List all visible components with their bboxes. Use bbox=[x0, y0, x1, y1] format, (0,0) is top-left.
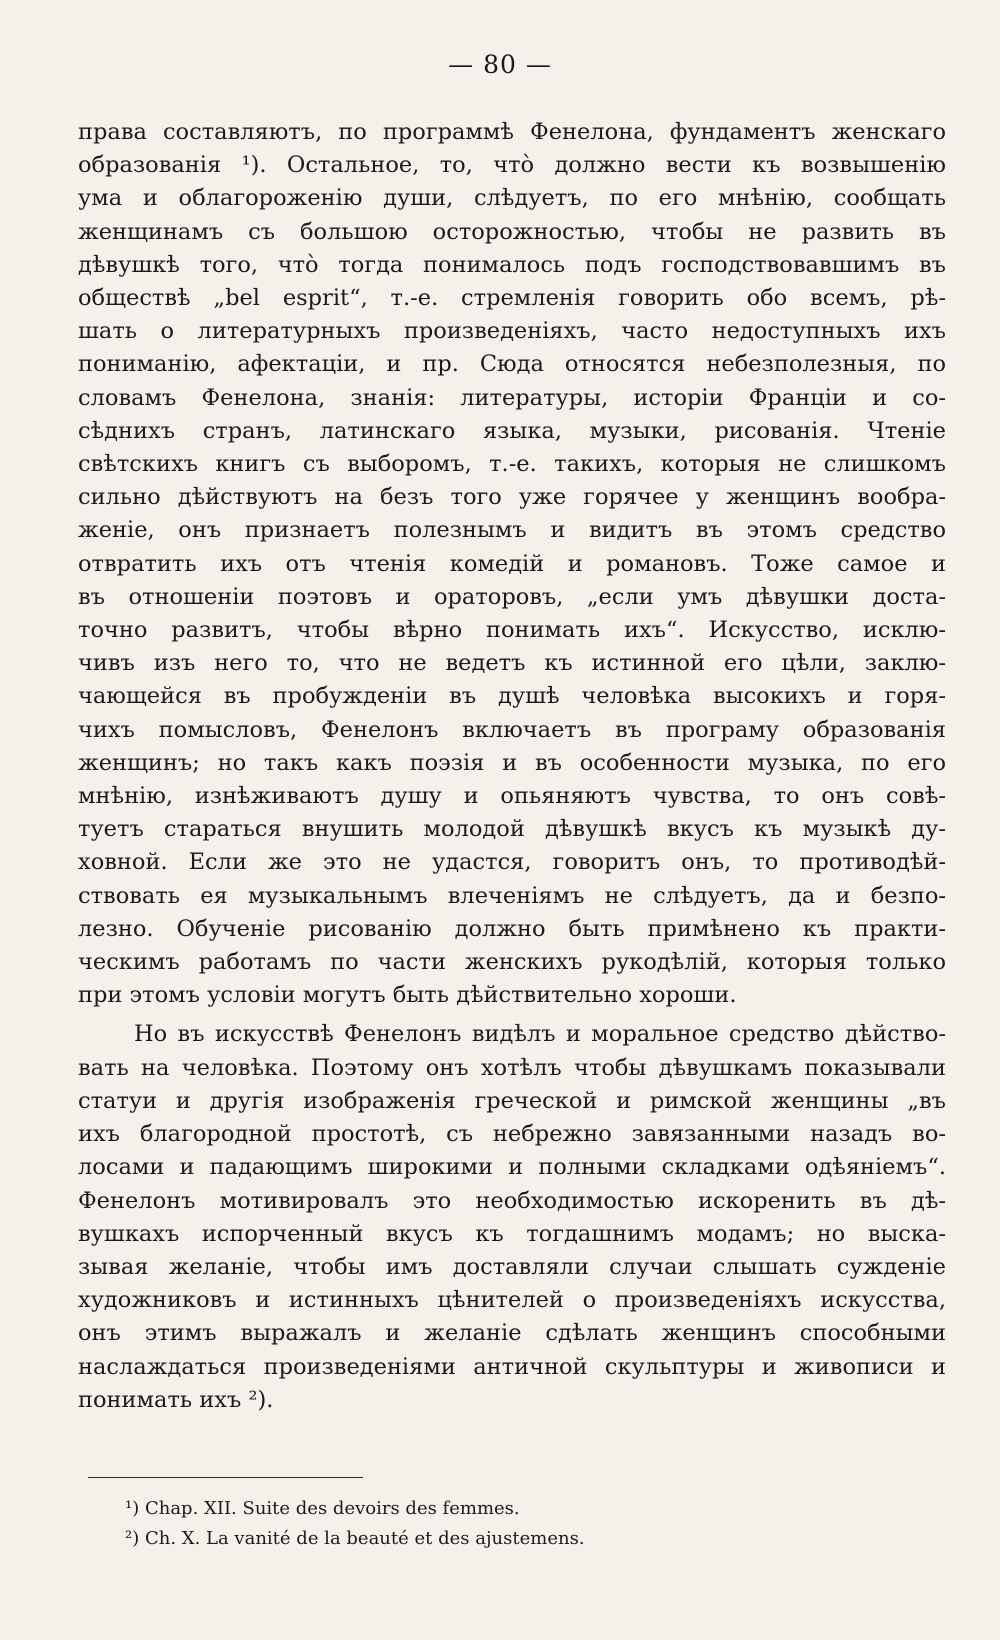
text-line: при этомъ условіи могутъ быть дѣйствительно хороши. bbox=[78, 982, 737, 1009]
text-line: ствовать ея музыкальнымъ влеченіямъ не слѣдуетъ, да и безпо- bbox=[78, 882, 946, 909]
text-line: свѣтскихъ книгъ съ выборомъ, т.-е. такихъ, которыя не слишкомъ bbox=[78, 451, 946, 478]
text-line: шать о литературныхъ произведеніяхъ, часто недоступныхъ ихъ bbox=[78, 318, 946, 345]
text-line: статуи и другія изображенія греческой и римской женщины „въ bbox=[78, 1087, 946, 1114]
text-line: женщинъ; но такъ какъ поэзія и въ особенности музыка, по его bbox=[78, 749, 946, 776]
text-line: лезно. Обученіе рисованію должно быть примѣнено къ практи- bbox=[78, 915, 946, 942]
text-line: чивъ изъ него то, что не ведетъ къ истинной его цѣли, заклю- bbox=[78, 650, 946, 677]
text-line: чающейся въ пробужденіи въ душѣ человѣка высокихъ и горя- bbox=[78, 683, 946, 710]
text-line: отвратить ихъ отъ чтенія комедій и романовъ. Тоже самое и bbox=[78, 550, 946, 577]
text-line: туетъ стараться внушить молодой дѣвушкѣ вкусъ къ музыкѣ ду- bbox=[78, 816, 946, 843]
text-line: вушкахъ испорченный вкусъ къ тогдашнимъ модамъ; но выска- bbox=[78, 1220, 946, 1247]
footnote-divider bbox=[88, 1477, 363, 1478]
text-line: чихъ помысловъ, Фенелонъ включаетъ въ програму образованія bbox=[78, 716, 946, 743]
text-line: зывая желаніе, чтобы имъ доставляли случаи слышать сужденіе bbox=[78, 1253, 946, 1280]
text-line: пониманію, афектаціи, и пр. Сюда относятся небезполезныя, по bbox=[78, 351, 946, 378]
text-line: Но въ искусствѣ Фенелонъ видѣлъ и моральное средство дѣйство- bbox=[134, 1021, 946, 1048]
text-line: наслаждаться произведеніями античной скульптуры и живописи и bbox=[78, 1353, 946, 1380]
text-line: понимать ихъ ²). bbox=[78, 1386, 274, 1413]
text-line: вать на человѣка. Поэтому онъ хотѣлъ чтобы дѣвушкамъ показывали bbox=[78, 1054, 946, 1081]
text-line: въ отношеніи поэтовъ и ораторовъ, „если умъ дѣвушки доста- bbox=[78, 583, 946, 610]
footnotes bbox=[125, 1494, 585, 1554]
page-number: — 80 — bbox=[448, 50, 552, 79]
text-line: ума и облагороженію души, слѣдуетъ, по его мнѣнію, сообщать bbox=[78, 185, 946, 212]
text-line: ихъ благородной простотѣ, съ небрежно завязанными назадъ во- bbox=[78, 1121, 946, 1148]
paragraph-2 bbox=[78, 1018, 946, 1416]
text-line: женщинамъ съ большою осторожностью, чтобы не развить въ bbox=[78, 218, 946, 245]
text-line: ческимъ работамъ по части женскихъ рукодѣлій, которыя только bbox=[78, 949, 946, 976]
footnote-2: ²) Ch. X. La vanité de la beauté et des ajustemens. bbox=[125, 1528, 585, 1549]
text-line: точно развитъ, чтобы вѣрно понимать ихъ“. Искусство, исклю- bbox=[78, 617, 946, 644]
text-line: Фенелонъ мотивировалъ это необходимостью искоренить въ дѣ- bbox=[78, 1187, 946, 1214]
paragraph-1 bbox=[78, 116, 946, 1012]
text-line: обществѣ „bel esprit“, т.-е. стремленія говорить обо всемъ, рѣ- bbox=[78, 285, 946, 312]
text-line: лосами и падающимъ широкими и полными складками одѣяніемъ“. bbox=[78, 1154, 946, 1181]
text-line: онъ этимъ выражалъ и желаніе сдѣлать женщинъ способными bbox=[78, 1320, 946, 1347]
text-line: дѣвушкѣ того, что̀ тогда понималось подъ господствовавшимъ въ bbox=[78, 251, 946, 278]
body-text bbox=[78, 116, 946, 1417]
text-line: словамъ Фенелона, знанія: литературы, исторіи Франціи и со- bbox=[78, 384, 946, 411]
text-line: мнѣнію, изнѣживаютъ душу и опьяняютъ чувства, то онъ совѣ- bbox=[78, 783, 946, 810]
text-line: сильно дѣйствуютъ на безъ того уже горячее у женщинъ вообра- bbox=[78, 484, 946, 511]
text-line: права составляютъ, по программѣ Фенелона, фундаментъ женскаго bbox=[78, 119, 946, 145]
text-line: художниковъ и истинныхъ цѣнителей о произведеніяхъ искусства, bbox=[78, 1287, 946, 1314]
text-line: женіе, онъ признаетъ полезнымъ и видитъ въ этомъ средство bbox=[78, 517, 946, 544]
text-line: сѣднихъ странъ, латинскаго языка, музыки, рисованія. Чтеніе bbox=[78, 417, 946, 444]
text-line: ховной. Если же это не удастся, говоритъ онъ, то противодѣй- bbox=[78, 849, 946, 876]
footnote-1: ¹) Chap. XII. Suite des devoirs des femmes. bbox=[125, 1498, 520, 1519]
text-line: образованія ¹). Остальное, то, что̀ должно вести къ возвышенію bbox=[78, 152, 946, 179]
